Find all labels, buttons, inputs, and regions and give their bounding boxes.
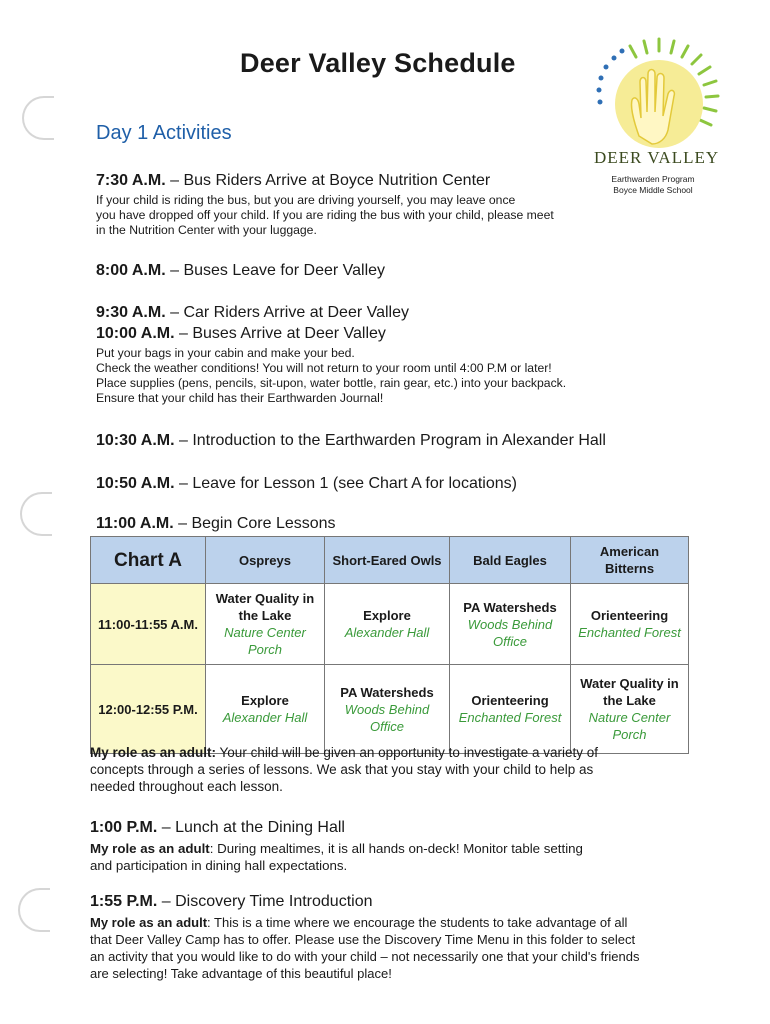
- schedule-text: – Car Riders Arrive at Deer Valley: [165, 304, 409, 321]
- table-cell: [450, 665, 571, 754]
- schedule-time: 11:00 A.M.: [96, 515, 174, 532]
- table-cell: [206, 584, 325, 665]
- schedule-text: – Bus Riders Arrive at Boyce Nutrition Center: [165, 172, 491, 189]
- activity: Water Quality in the Lake: [215, 591, 315, 623]
- schedule-item: [90, 819, 345, 837]
- table-cell: [450, 584, 571, 665]
- note-line: Ensure that your child has their Earthwarden Journal!: [96, 391, 384, 405]
- table-row: [91, 584, 689, 665]
- activity: Orienteering: [471, 693, 549, 708]
- role-text: : During mealtimes, it is all hands on-deck! Monitor table setting: [209, 841, 583, 856]
- schedule-time: 10:50 A.M.: [96, 475, 175, 492]
- schedule-notes: [96, 193, 656, 238]
- role-label: My role as an adult: [90, 841, 210, 856]
- activity: Orienteering: [590, 608, 669, 623]
- schedule-item: [96, 475, 517, 493]
- schedule-time: 1:00 P.M.: [90, 819, 158, 836]
- table-cell: [325, 665, 450, 754]
- location: Alexander Hall: [344, 625, 430, 640]
- role-line: that Deer Valley Camp has to offer. Please use the Discovery Time Menu in this folder to select: [90, 932, 636, 947]
- schedule-time: 9:30 A.M.: [96, 304, 166, 321]
- table-cell: [571, 665, 689, 754]
- role-label: My role as an adult:: [90, 745, 217, 760]
- note-line: Put your bags in your cabin and make your bed.: [96, 346, 355, 360]
- table-cell: [571, 584, 689, 665]
- schedule-item: [96, 432, 606, 450]
- activity: Water Quality in the Lake: [580, 676, 679, 708]
- time-slot: 11:00-11:55 A.M.: [91, 584, 206, 665]
- note-line: in the Nutrition Center with your luggage.: [96, 223, 317, 237]
- schedule-text: – Lunch at the Dining Hall: [157, 819, 345, 836]
- activity: Explore: [241, 693, 289, 708]
- schedule-time: 10:30 A.M.: [96, 432, 175, 449]
- location: Alexander Hall: [222, 710, 308, 725]
- time-slot: 12:00-12:55 P.M.: [91, 665, 206, 754]
- activity: Explore: [363, 608, 411, 623]
- role-label: My role as an adult: [90, 915, 208, 930]
- table-header-row: [91, 537, 689, 584]
- role-line: concepts through a series of lessons. We ask that you stay with your child to help as: [90, 762, 594, 777]
- chart-a-table: [90, 536, 689, 754]
- role-line: and participation in dining hall expectations.: [90, 858, 348, 873]
- role-line: [90, 840, 710, 857]
- schedule-text: – Buses Leave for Deer Valley: [165, 262, 386, 279]
- location: Woods Behind Office: [344, 701, 430, 734]
- schedule-text: – Discovery Time Introduction: [157, 893, 373, 910]
- schedule-text: – Begin Core Lessons: [173, 515, 336, 532]
- schedule-time: 8:00 A.M.: [96, 262, 166, 279]
- role-text: : This is a time where we encourage the students to take advantage of all: [207, 915, 628, 930]
- adult-role-discovery: [90, 914, 720, 982]
- table-row: [91, 665, 689, 754]
- role-line: [90, 744, 710, 761]
- binder-hole-bottom: [18, 888, 50, 932]
- schedule-item: [96, 172, 490, 190]
- table-cell: [206, 665, 325, 754]
- logo-school: Boyce Middle School: [613, 185, 693, 195]
- schedule-item: [96, 325, 386, 343]
- page-title: Deer Valley Schedule: [240, 48, 516, 78]
- day-subtitle: Day 1 Activities: [96, 122, 232, 144]
- role-text: Your child will be given an opportunity to investigate a variety of: [216, 745, 599, 760]
- role-line: needed throughout each lesson.: [90, 779, 283, 794]
- schedule-notes: [96, 346, 696, 406]
- location: Nature Center Porch: [588, 710, 671, 742]
- note-line: you have dropped off your child. If you are riding the bus with your child, please meet: [96, 208, 554, 222]
- schedule-text: – Buses Arrive at Deer Valley: [174, 325, 386, 342]
- logo-program: Earthwarden Program: [611, 174, 695, 184]
- binder-hole-top: [22, 96, 54, 140]
- schedule-item: [96, 515, 336, 533]
- schedule-text: – Leave for Lesson 1 (see Chart A for locations): [174, 475, 517, 492]
- binder-hole-middle: [20, 492, 52, 536]
- role-line: [90, 914, 720, 931]
- role-line: an activity that you would like to do with your child – not necessarily one that your child's friends: [90, 949, 640, 964]
- location: Nature Center Porch: [224, 625, 306, 657]
- schedule-time: 1:55 P.M.: [90, 893, 158, 910]
- location: Enchanted Forest: [578, 625, 681, 640]
- role-line: are selecting! Take advantage of this beautiful place!: [90, 966, 392, 981]
- schedule-item: [96, 304, 409, 322]
- group-header: Short-Eared Owls: [325, 537, 450, 584]
- logo-name: DEER VALLEY: [594, 148, 720, 167]
- schedule-item: [96, 262, 385, 280]
- group-header: American Bitterns: [571, 537, 689, 584]
- schedule-text: – Introduction to the Earthwarden Program in Alexander Hall: [174, 432, 606, 449]
- schedule-item: [90, 893, 373, 911]
- activity: PA Watersheds: [340, 684, 434, 700]
- note-line: Place supplies (pens, pencils, sit-upon, water bottle, rain gear, etc.) into your backpack.: [96, 376, 567, 390]
- group-header: Ospreys: [206, 537, 325, 584]
- table-cell: [325, 584, 450, 665]
- adult-role-lessons: [90, 744, 710, 795]
- location: Enchanted Forest: [458, 710, 562, 725]
- adult-role-lunch: [90, 840, 710, 874]
- group-header: Bald Eagles: [450, 537, 571, 584]
- note-line: Check the weather conditions! You will not return to your room until 4:00 P.M or later!: [96, 361, 552, 375]
- schedule-time: 10:00 A.M.: [96, 325, 175, 342]
- activity: PA Watersheds: [463, 599, 557, 615]
- location: Woods Behind Office: [467, 616, 553, 649]
- chart-title: Chart A: [91, 537, 206, 584]
- schedule-time: 7:30 A.M.: [96, 172, 166, 189]
- note-line: If your child is riding the bus, but you are driving yourself, you may leave once: [96, 193, 516, 207]
